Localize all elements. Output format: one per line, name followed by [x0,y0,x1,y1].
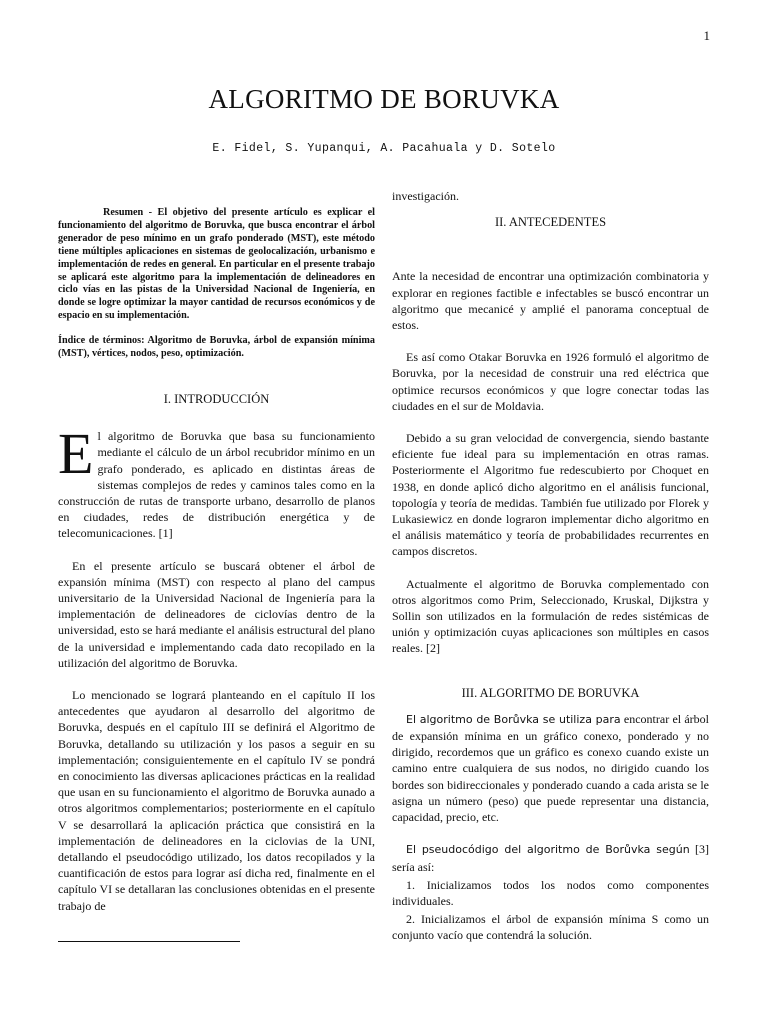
section-heading-intro: I. INTRODUCCIÓN [163,391,270,406]
page-number: 1 [703,28,710,43]
intro-paragraph-1-text: l algoritmo de Boruvka que basa su funcionamiento mediante el cálculo de un árbol recubridor mínimo en un grafo ponderado, es aplicado en distintas áreas de sistemas complejos de redes y caminos tales como en la construcción de rutas de transporte urbano, desarrollo de planos en ciudades, redes de distribución energética y de telecomunicaciones. [1] [58,429,375,541]
list-item: 2. Inicializamos el árbol de expansión mínima S como un conjunto vacío que contendrá la solución. [392,912,709,943]
intro-paragraph-1 [58,421,375,541]
antecedentes-paragraph-4: Actualmente el algoritmo de Boruvka complementado con otros algoritmos como Prim, Seleccionado, Kruskal, Dijkstra y Sollin son utilizados en la formulación de redes sistémicas de unión y optimización cuyas aplicaciones son múltiples en casos reales. [2] [392,576,709,656]
drop-cap: E [58,421,94,487]
pseudocode-intro [392,841,709,874]
algoritmo-paragraph-1-text: encontrar el árbol de expansión mínima en un gráfico conexo, ponderado y no dirigido, recordemos que un gráfico es conexo cuando existe un camino entre cualquiera de sus nodos, no dirigido cuando los bordes son bidireccionales y ponderado cuando a cada arista se le asigna un número (peso) que puede representar una distancia, capacidad, precio, etc. [392,711,710,825]
antecedentes-paragraph-3: Debido a su gran velocidad de convergencia, siendo bastante eficiente fue ideal para su implementación en otras ramas. Posteriormente el Algoritmo fue redescubierto por Choquet en 1938, en donde aplicó dicho algoritmo en el análisis funcional, topología y teoría de medidas. También fue utilizado por Florek y Lukasiewicz en donde lograron implementar dicho algoritmo en el análisis matemático y teoría de probabilidades recurrentes en campos discretos. [392,431,709,559]
continuation-text: investigación. [392,189,459,203]
section-heading-algoritmo: III. ALGORITMO DE BORUVKA [461,685,640,700]
paper-title: ALGORITMO DE BORUVKA [208,84,560,114]
algoritmo-paragraph-1-lead: El algoritmo de Borůvka se utiliza para [406,712,621,726]
abstract: Resumen - El objetivo del presente artículo es explicar el funcionamiento del algoritmo de Boruvka, que busca encontrar el árbol generador de peso mínimo en un grafo ponderado (MST), este método tiene múltiples aplicaciones en sistemas de geolocalización, urbanismo e implementación de redes en general. En particular en el presente trabajo se aplicará este algoritmo para la implementación de delineadores en ciclo vías en las pistas de la Universidad Nacional de Ingeniería, en donde se logre optimizar la mayor cantidad de recursos económicos y de espacio en su implementación. [58,207,375,322]
footnote-rule [58,941,240,942]
section-heading-antecedentes: II. ANTECEDENTES [494,215,607,230]
list-item: 1. Inicializamos todos los nodos como componentes individuales. [392,877,709,908]
authors: E. Fidel, S. Yupanqui, A. Pacahuala y D. Sotelo [212,142,556,155]
algoritmo-paragraph-1 [392,711,709,825]
intro-paragraph-2: En el presente artículo se buscará obtener el árbol de expansión mínima (MST) con respecto al plano del campus universitario de la Universidad Nacional de Ingeniería para la implementación de delineadores de ciclovías dentro de la universidad, esto se hará mediante el análisis estructural del plano de la universidad e implementando cada dato recopilado en la utilización del algoritmo de Boruvka. [58,558,375,670]
right-column [392,188,709,944]
intro-paragraph-3: Lo mencionado se logrará planteando en el capítulo II los antecedentes que ayudaron al desarrollo del algoritmo de Boruvka, después en el capítulo III se definirá el Algoritmo de Boruvka, detallando su utilización y los pasos a seguir en su implementación; consiguientemente en el capítulo IV se pondrá en conocimiento las diversas aplicaciones prácticas en la realidad que usan en su funcionamiento el algoritmo de Boruvka aunado a otros algoritmos complementarios; posteriormente en el capítulo V se desarrollará la aplicación práctica que consistirá en la implementación de delineadores en la ciclovias de la UNI, detallando el pseudocódigo utilizado, los datos recopilados y la cuantificación de estos para lograr así dicha red, finalmente en el capítulo VI se detallaran las conclusiones obtenidas en el presente trabajo de [58,688,375,913]
index-terms: Índice de términos: Algoritmo de Boruvka, árbol de expansión mínima (MST), vértices, nodos, peso, optimización. [58,335,375,360]
pseudocode-intro-text: [3] sería así: [392,842,709,874]
antecedentes-paragraph-2: Es así como Otakar Boruvka en 1926 formuló el algoritmo de Boruvka, por la necesidad de construir una red eléctrica que optimice recursos económicos y que logre conectar todas las ciudades en el sur de Moldavia. [392,350,709,413]
left-column [58,188,375,930]
antecedentes-paragraph-1: Ante la necesidad de encontrar una optimización combinatoria y explorar en regiones factible e infectables se buscó encontrar un algoritmo que mecanicé y amplié el panorama conceptual de estos. [392,269,709,333]
pseudocode-intro-lead: El pseudocódigo del algoritmo de Borůvka según [406,843,690,857]
